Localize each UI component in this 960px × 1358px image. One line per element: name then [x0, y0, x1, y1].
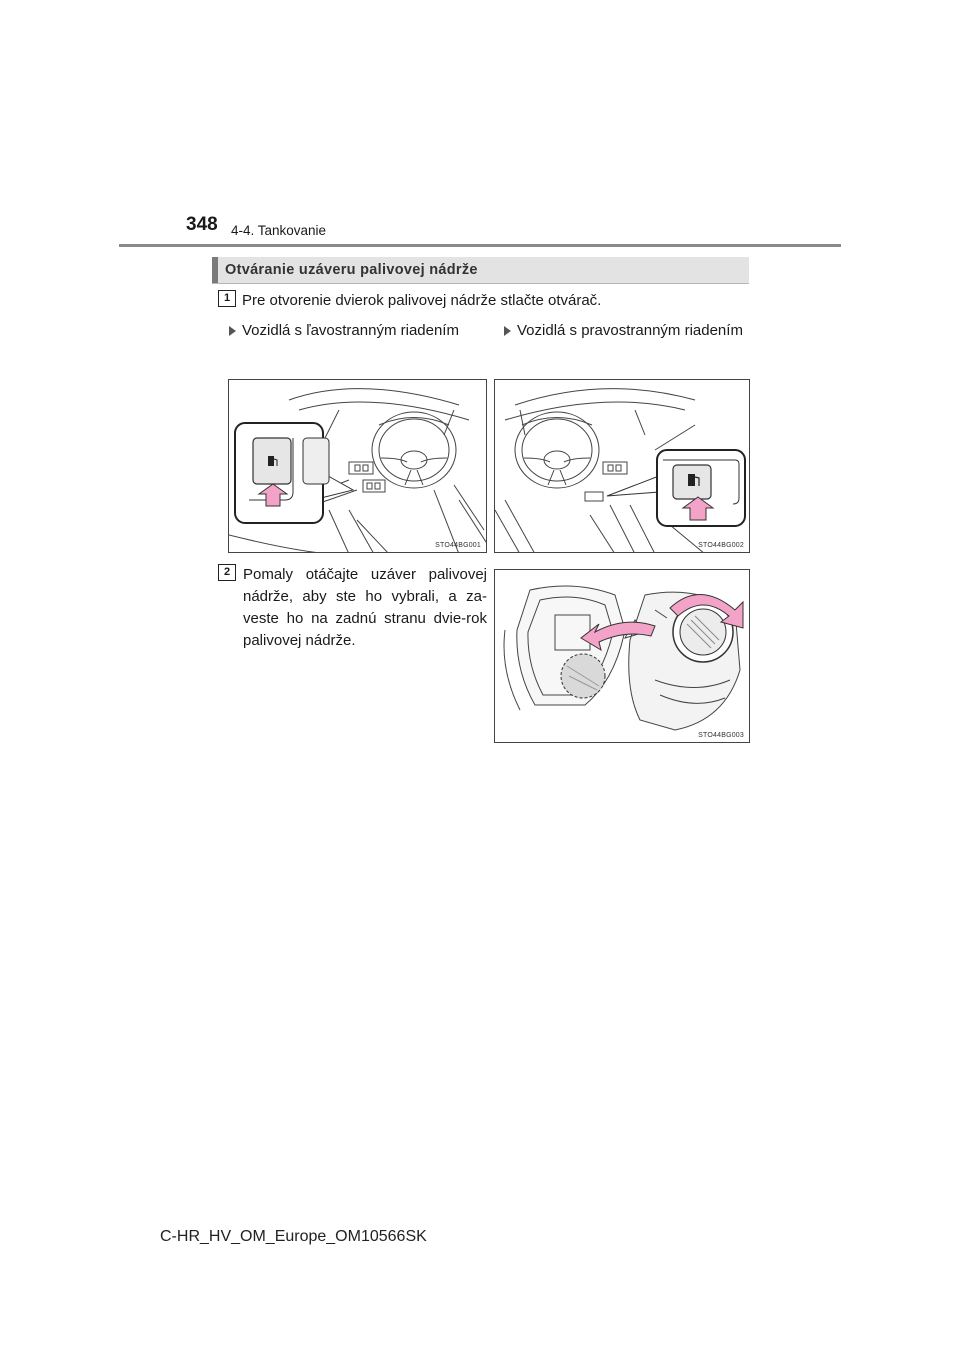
heading-text: Otváranie uzáveru palivovej nádrže [225, 262, 478, 278]
footer-doc-id: C-HR_HV_OM_Europe_OM10566SK [160, 1228, 427, 1245]
step-2-badge: 2 [218, 564, 236, 581]
header-rule [119, 244, 841, 247]
section-heading [212, 257, 749, 284]
heading-marker [212, 257, 218, 283]
bullet-triangle-icon [504, 326, 511, 336]
bullet-triangle-icon [229, 326, 236, 336]
variant-rhd-label: Vozidlá s pravostranným riadením [517, 322, 743, 339]
figure-fuel-cap [494, 569, 750, 743]
step-2-text: Pomaly otáčajte uzáver palivovej nádrže, aby ste ho vybrali, a za-veste ho na zadnú stranu dvie-rok palivovej nádrže. [243, 566, 487, 649]
page-number: 348 [186, 214, 218, 235]
variant-lhd [229, 320, 459, 342]
fuel-cap-illustration [495, 570, 750, 743]
figure-code: STO44BG003 [698, 732, 744, 739]
hanging-cap [561, 654, 605, 698]
dashboard-rhd-illustration [495, 380, 750, 553]
section-title: 4-4. Tankovanie [231, 223, 327, 238]
figure-code: STO44BG002 [698, 542, 744, 549]
variant-lhd-label: Vozidlá s ľavostranným riadením [242, 322, 459, 339]
step-1-text: Pre otvorenie dvierok palivovej nádrže stlačte otvárač. [242, 292, 602, 309]
figure-lhd-dashboard [228, 379, 487, 553]
variant-rhd [504, 320, 744, 342]
step-1-badge: 1 [218, 290, 236, 307]
figure-code: STO44BG001 [435, 542, 481, 549]
dashboard-lhd-illustration [229, 380, 487, 553]
figure-rhd-dashboard [494, 379, 750, 553]
